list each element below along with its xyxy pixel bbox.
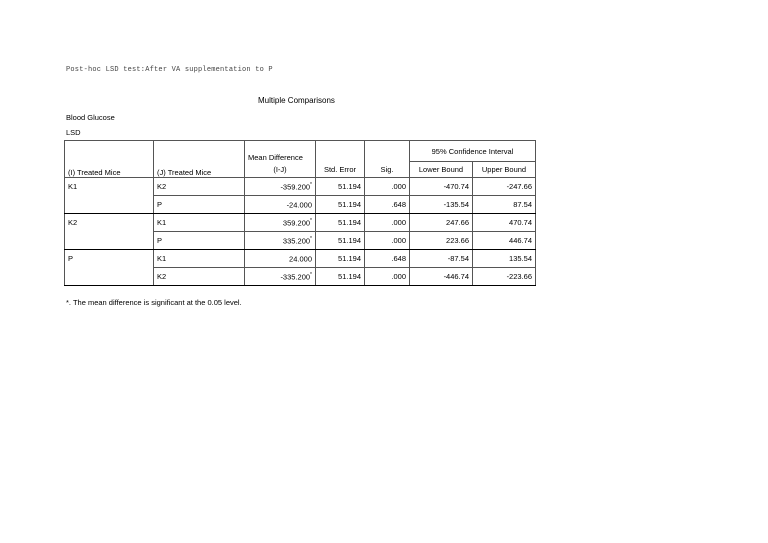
cell-lower-bound	[410, 178, 473, 196]
cell-upper-bound	[473, 268, 536, 286]
cell-std-error	[316, 250, 365, 268]
table-row	[65, 232, 536, 250]
cell-std-error	[316, 196, 365, 214]
header-i-empty	[65, 141, 154, 178]
cell-j-group-text: K1	[157, 218, 167, 227]
header-mean-difference	[245, 141, 316, 162]
cell-i-group	[65, 268, 154, 286]
cell-sig-text: .000	[391, 236, 406, 245]
cell-std-error-text: 51.194	[338, 218, 361, 227]
cell-sig	[365, 250, 410, 268]
cell-upper-bound	[473, 178, 536, 196]
cell-upper-bound-text: -247.66	[506, 182, 532, 191]
significance-marker: *	[310, 235, 312, 242]
header-std-error-top	[316, 141, 365, 162]
header-upper-bound: Upper Bound	[473, 162, 536, 178]
header-mean-difference-ij: (I-J)	[245, 162, 316, 178]
document-header: Post-hoc LSD test:After VA supplementation to P	[66, 66, 273, 74]
table-row	[65, 250, 536, 268]
cell-lower-bound-text: 223.66	[446, 236, 469, 245]
cell-lower-bound	[410, 214, 473, 232]
cell-sig	[365, 196, 410, 214]
cell-mean-difference	[245, 214, 316, 232]
cell-std-error-text: 51.194	[338, 200, 361, 209]
cell-upper-bound	[473, 232, 536, 250]
cell-i-group-text: K1	[68, 182, 78, 192]
cell-upper-bound-text: 470.74	[509, 218, 532, 227]
cell-mean-difference-text: -24.000	[286, 200, 312, 210]
cell-sig-text: .648	[391, 200, 406, 209]
cell-std-error-text: 51.194	[338, 254, 361, 263]
cell-lower-bound-text: -135.54	[443, 200, 469, 209]
cell-i-group	[65, 250, 154, 268]
cell-lower-bound	[410, 268, 473, 286]
cell-mean-difference-text: -335.200	[280, 272, 311, 282]
cell-lower-bound	[410, 250, 473, 268]
cell-mean-difference	[245, 232, 316, 250]
cell-std-error	[316, 214, 365, 232]
cell-upper-bound	[473, 214, 536, 232]
cell-std-error	[316, 268, 365, 286]
cell-j-group	[154, 250, 245, 268]
cell-j-group	[154, 232, 245, 250]
cell-j-group-text: P	[157, 200, 163, 209]
header-j-treated-mice: (J) Treated Mice	[157, 168, 212, 177]
header-sig: Sig.	[365, 162, 410, 178]
dependent-variable-label: Blood Glucose	[66, 113, 115, 122]
cell-sig	[365, 268, 410, 286]
method-label: LSD	[66, 128, 81, 137]
cell-j-group-text: K2	[157, 272, 167, 281]
cell-j-group-text: K2	[157, 182, 167, 191]
cell-i-group	[65, 178, 154, 196]
cell-i-group	[65, 196, 154, 214]
significance-marker: *	[310, 217, 312, 224]
cell-upper-bound-text: -223.66	[506, 272, 532, 281]
cell-i-group-text: K2	[68, 218, 78, 228]
cell-sig-text: .000	[391, 218, 406, 227]
cell-std-error-text: 51.194	[338, 182, 361, 191]
header-i-treated-mice: (I) Treated Mice	[68, 168, 121, 177]
cell-j-group	[154, 196, 245, 214]
cell-lower-bound-text: -87.54	[447, 254, 469, 263]
cell-lower-bound	[410, 196, 473, 214]
cell-upper-bound-text: 446.74	[509, 236, 532, 245]
table-row	[65, 214, 536, 232]
header-sig-top	[365, 141, 410, 162]
cell-j-group	[154, 268, 245, 286]
cell-j-group	[154, 214, 245, 232]
cell-j-group	[154, 178, 245, 196]
cell-lower-bound	[410, 232, 473, 250]
cell-mean-difference-text: 24.000	[289, 254, 312, 264]
cell-mean-difference	[245, 268, 316, 286]
cell-mean-difference-text: -359.200	[280, 182, 311, 192]
header-j-empty	[154, 141, 245, 178]
cell-std-error-text: 51.194	[338, 236, 361, 245]
multiple-comparisons-table-wrapper	[64, 140, 536, 286]
significance-marker: *	[310, 271, 312, 278]
cell-sig	[365, 214, 410, 232]
significance-footnote: *. The mean difference is significant at the 0.05 level.	[66, 298, 242, 307]
cell-upper-bound-text: 87.54	[513, 200, 532, 209]
cell-std-error	[316, 178, 365, 196]
header-std-error: Std. Error	[316, 162, 365, 178]
multiple-comparisons-table	[64, 140, 536, 286]
cell-upper-bound-text: 135.54	[509, 254, 532, 263]
cell-std-error-text: 51.194	[338, 272, 361, 281]
cell-sig	[365, 232, 410, 250]
cell-sig-text: .000	[391, 182, 406, 191]
cell-upper-bound	[473, 196, 536, 214]
cell-i-group	[65, 214, 154, 232]
header-confidence-interval: 95% Confidence Interval	[410, 141, 536, 162]
cell-lower-bound-text: -470.74	[443, 182, 469, 191]
table-body	[65, 178, 536, 286]
table-row	[65, 268, 536, 286]
cell-mean-difference	[245, 178, 316, 196]
cell-mean-difference-text: 359.200	[282, 218, 311, 228]
cell-mean-difference	[245, 196, 316, 214]
header-mean-difference-line1: Mean Difference	[248, 152, 303, 162]
cell-j-group-text: K1	[157, 254, 167, 263]
cell-j-group-text: P	[157, 236, 163, 245]
cell-lower-bound-text: 247.66	[446, 218, 469, 227]
cell-upper-bound	[473, 250, 536, 268]
cell-sig-text: .000	[391, 272, 406, 281]
cell-sig	[365, 178, 410, 196]
header-lower-bound: Lower Bound	[410, 162, 473, 178]
cell-mean-difference-text: 335.200	[282, 236, 311, 246]
cell-std-error	[316, 232, 365, 250]
cell-mean-difference	[245, 250, 316, 268]
table-row	[65, 196, 536, 214]
significance-marker: *	[310, 181, 312, 188]
cell-i-group	[65, 232, 154, 250]
cell-i-group-text: P	[68, 254, 74, 264]
cell-sig-text: .648	[391, 254, 406, 263]
table-row	[65, 178, 536, 196]
table-title: Multiple Comparisons	[258, 96, 335, 105]
cell-lower-bound-text: -446.74	[443, 272, 469, 281]
